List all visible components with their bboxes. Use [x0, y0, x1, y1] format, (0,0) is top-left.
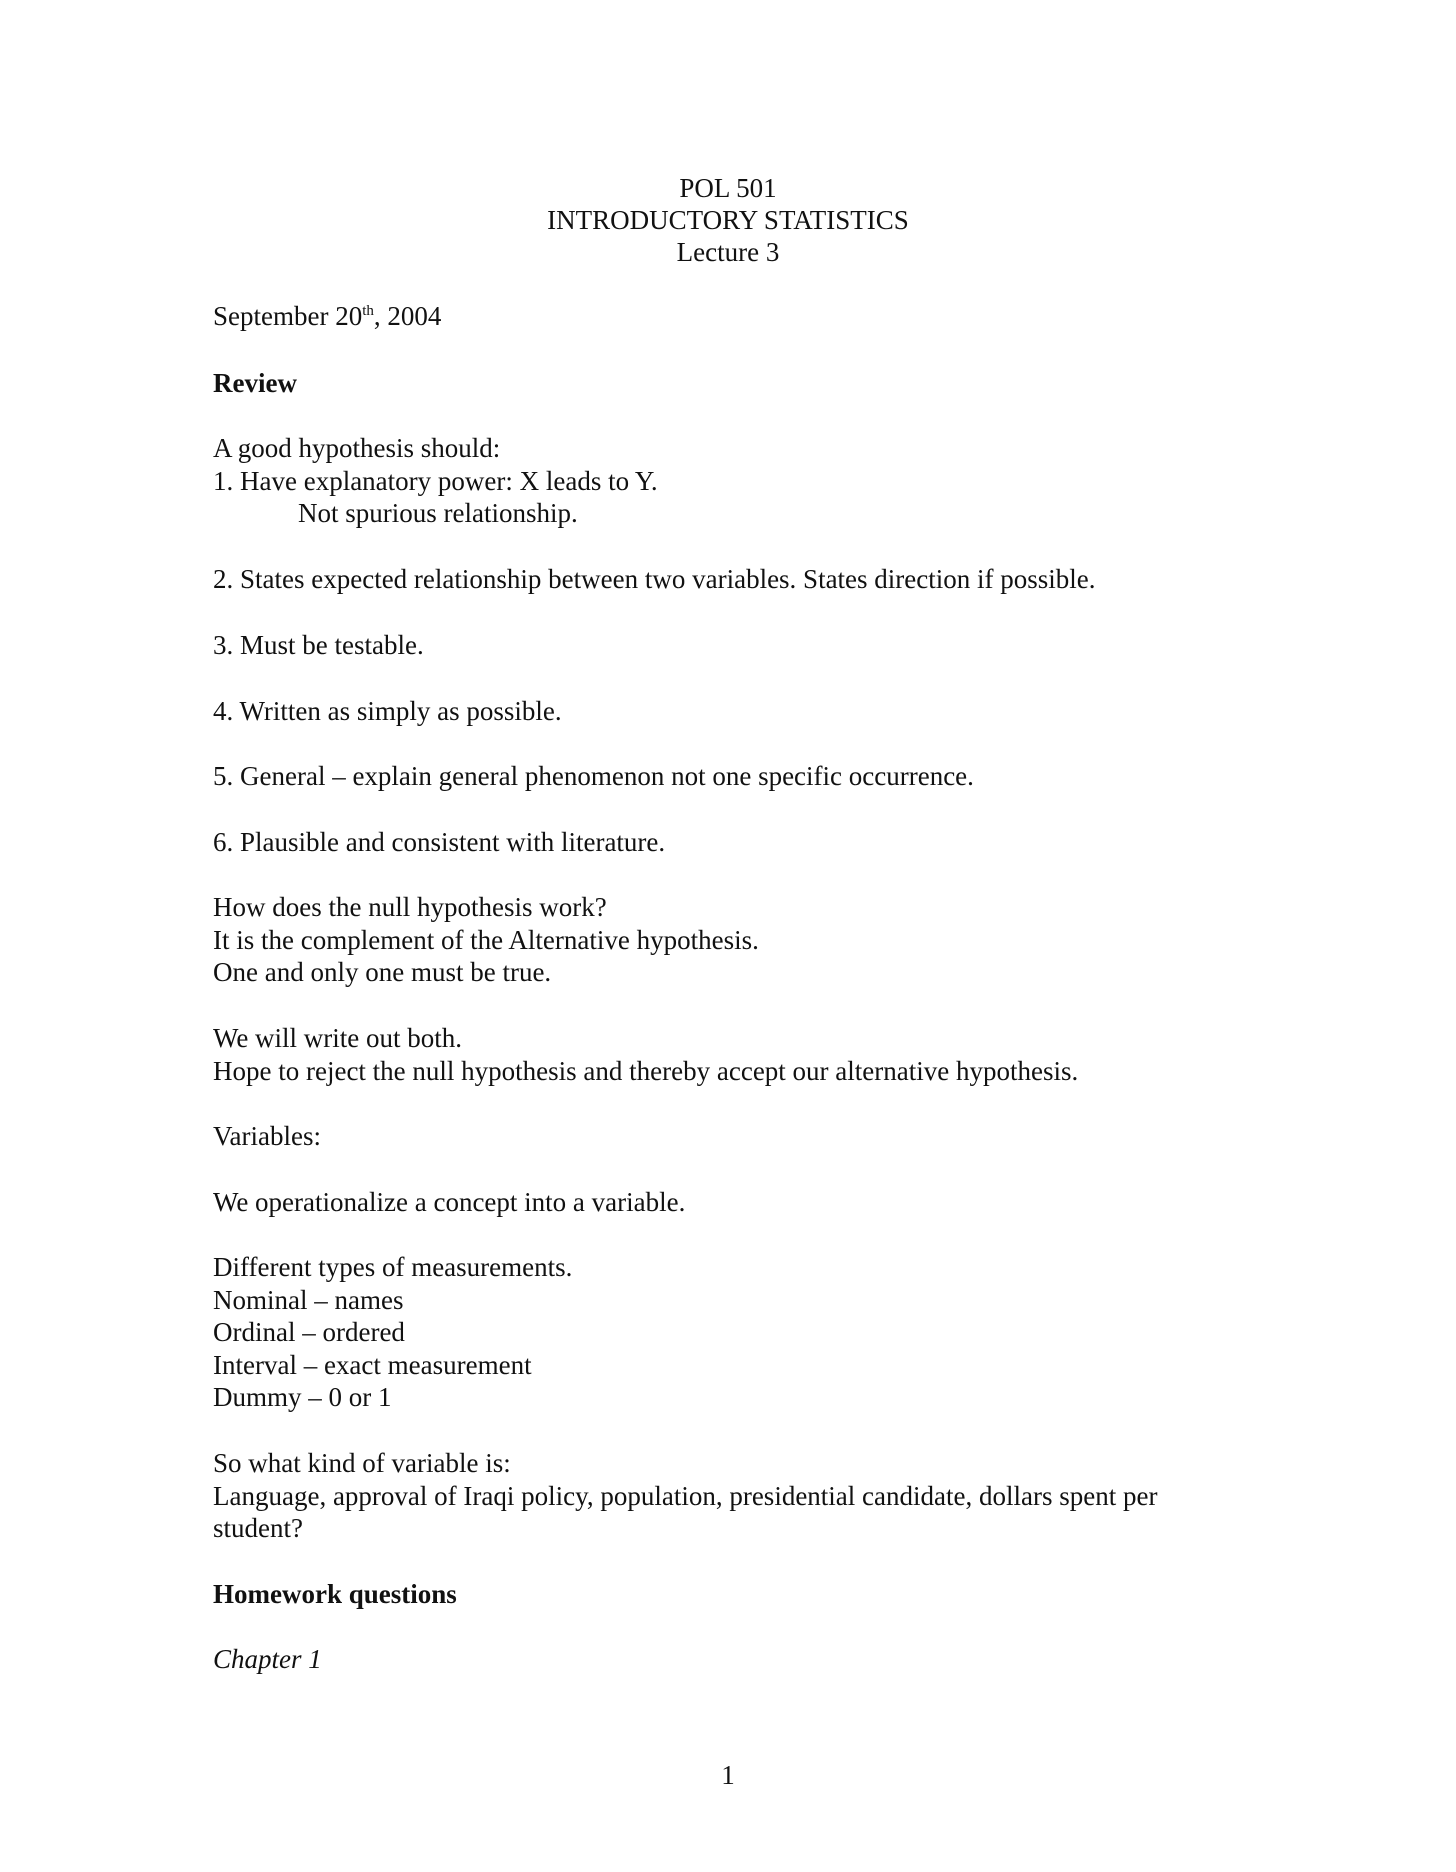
- null-hypothesis-line: One and only one must be true.: [213, 957, 552, 987]
- review-item: 4. Written as simply as possible.: [213, 696, 562, 726]
- date-prefix: September 20: [213, 301, 363, 331]
- variable-question: So what kind of variable is:: [213, 1448, 511, 1478]
- review-item: 1. Have explanatory power: X leads to Y.: [213, 466, 658, 496]
- review-intro: A good hypothesis should:: [213, 433, 501, 463]
- review-heading: Review: [213, 368, 297, 398]
- variable-examples: Language, approval of Iraqi policy, population, presidential candidate, dollars spent per: [213, 1481, 1158, 1511]
- review-item: 3. Must be testable.: [213, 630, 424, 660]
- write-out-line: We will write out both.: [213, 1023, 463, 1053]
- course-title: INTRODUCTORY STATISTICS: [547, 205, 909, 235]
- measurement-types-intro: Different types of measurements.: [213, 1252, 573, 1282]
- measurement-type: Interval – exact measurement: [213, 1350, 532, 1380]
- review-item: 5. General – explain general phenomenon not one specific occurrence.: [213, 761, 974, 791]
- measurement-type: Dummy – 0 or 1: [213, 1382, 392, 1412]
- date-year: , 2004: [373, 301, 442, 331]
- date-ordinal-suffix: th: [362, 303, 374, 319]
- measurement-type: Nominal – names: [213, 1285, 404, 1315]
- write-out-line: Hope to reject the null hypothesis and thereby accept our alternative hypothesis.: [213, 1056, 1079, 1086]
- review-item: 2. States expected relationship between two variables. States direction if possible.: [213, 564, 1096, 594]
- review-item: 6. Plausible and consistent with literature.: [213, 827, 666, 857]
- review-item-subline: Not spurious relationship.: [298, 498, 578, 528]
- lecture-number: Lecture 3: [676, 237, 780, 267]
- homework-heading: Homework questions: [213, 1579, 457, 1609]
- null-hypothesis-line: How does the null hypothesis work?: [213, 892, 607, 922]
- variable-examples-continued: student?: [213, 1513, 303, 1543]
- course-code: POL 501: [679, 173, 777, 203]
- page-number: 1: [721, 1760, 735, 1790]
- variables-heading: Variables:: [213, 1121, 321, 1151]
- operationalize-line: We operationalize a concept into a variable.: [213, 1187, 686, 1217]
- measurement-type: Ordinal – ordered: [213, 1317, 405, 1347]
- chapter-heading: Chapter 1: [213, 1644, 322, 1674]
- lecture-date: [213, 300, 441, 332]
- null-hypothesis-line: It is the complement of the Alternative hypothesis.: [213, 925, 759, 955]
